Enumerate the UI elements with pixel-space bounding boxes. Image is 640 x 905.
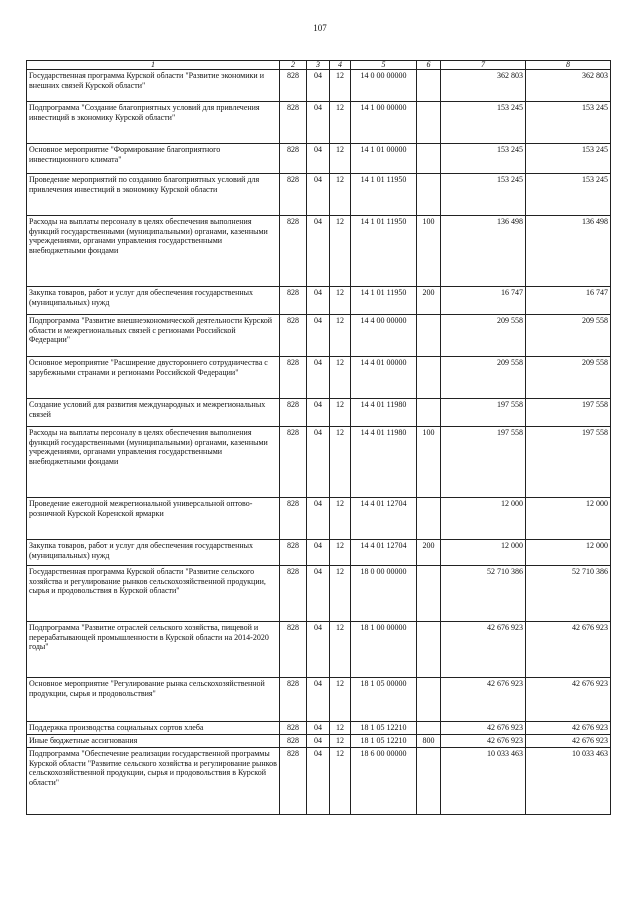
amount-year-2: 197 558 xyxy=(526,427,611,498)
column-number: 5 xyxy=(351,61,417,70)
subsection-code: 12 xyxy=(330,287,351,315)
amount-year-2: 153 245 xyxy=(526,144,611,174)
expense-type-code: 100 xyxy=(417,216,441,287)
amount-year-1: 42 676 923 xyxy=(441,735,526,748)
expense-type-code xyxy=(417,174,441,216)
amount-year-2: 12 000 xyxy=(526,540,611,566)
row-name: Основное мероприятие "Регулирование рынка сельскохозяйственной продукции, сырья и продовольствия" xyxy=(27,678,280,722)
table-row xyxy=(27,102,611,144)
section-code: 04 xyxy=(307,70,330,102)
subsection-code: 12 xyxy=(330,622,351,678)
subsection-code: 12 xyxy=(330,748,351,815)
expense-type-code xyxy=(417,399,441,427)
target-article-code: 18 1 00 00000 xyxy=(351,622,417,678)
table-row xyxy=(27,399,611,427)
target-article-code: 14 1 01 11950 xyxy=(351,287,417,315)
amount-year-2: 136 498 xyxy=(526,216,611,287)
table-row xyxy=(27,216,611,287)
expense-type-code xyxy=(417,102,441,144)
amount-year-1: 12 000 xyxy=(441,498,526,540)
row-name: Подпрограмма "Обеспечение реализации государственной программы Курской области "Развитие сельского хозяйства и регулирование рынков сельскохозяйственной продукции, сырья и продовольствия в Курской области" xyxy=(27,748,280,815)
subsection-code: 12 xyxy=(330,735,351,748)
admin-code: 828 xyxy=(280,498,307,540)
expense-type-code xyxy=(417,622,441,678)
target-article-code: 14 4 01 12704 xyxy=(351,540,417,566)
section-code: 04 xyxy=(307,216,330,287)
section-code: 04 xyxy=(307,357,330,399)
section-code: 04 xyxy=(307,427,330,498)
amount-year-1: 209 558 xyxy=(441,315,526,357)
amount-year-1: 153 245 xyxy=(441,174,526,216)
expense-type-code xyxy=(417,70,441,102)
row-name: Закупка товаров, работ и услуг для обеспечения государственных (муниципальных) нужд xyxy=(27,287,280,315)
target-article-code: 18 1 05 12210 xyxy=(351,735,417,748)
table-row xyxy=(27,566,611,622)
amount-year-2: 10 033 463 xyxy=(526,748,611,815)
amount-year-1: 197 558 xyxy=(441,399,526,427)
row-name: Основное мероприятие "Формирование благоприятного инвестиционного климата" xyxy=(27,144,280,174)
section-code: 04 xyxy=(307,748,330,815)
target-article-code: 14 4 00 00000 xyxy=(351,315,417,357)
amount-year-1: 362 803 xyxy=(441,70,526,102)
amount-year-1: 42 676 923 xyxy=(441,722,526,735)
table-row xyxy=(27,678,611,722)
table-row xyxy=(27,174,611,216)
row-name: Создание условий для развития международных и межрегиональных связей xyxy=(27,399,280,427)
column-number: 1 xyxy=(27,61,280,70)
expense-type-code xyxy=(417,144,441,174)
table-row xyxy=(27,427,611,498)
column-number: 3 xyxy=(307,61,330,70)
admin-code: 828 xyxy=(280,722,307,735)
row-name: Основное мероприятие "Расширение двустороннего сотрудничества с зарубежными странами и регионами Российской Федерации" xyxy=(27,357,280,399)
amount-year-1: 12 000 xyxy=(441,540,526,566)
amount-year-2: 209 558 xyxy=(526,357,611,399)
table-row xyxy=(27,622,611,678)
amount-year-2: 52 710 386 xyxy=(526,566,611,622)
section-code: 04 xyxy=(307,174,330,216)
admin-code: 828 xyxy=(280,399,307,427)
row-name: Закупка товаров, работ и услуг для обеспечения государственных (муниципальных) нужд xyxy=(27,540,280,566)
amount-year-1: 197 558 xyxy=(441,427,526,498)
subsection-code: 12 xyxy=(330,498,351,540)
expense-type-code: 800 xyxy=(417,735,441,748)
admin-code: 828 xyxy=(280,174,307,216)
target-article-code: 14 1 00 00000 xyxy=(351,102,417,144)
amount-year-2: 42 676 923 xyxy=(526,622,611,678)
amount-year-2: 42 676 923 xyxy=(526,722,611,735)
subsection-code: 12 xyxy=(330,144,351,174)
admin-code: 828 xyxy=(280,748,307,815)
row-name: Проведение ежегодной межрегиональной универсальной оптово-розничной Курской Коренской ярмарки xyxy=(27,498,280,540)
row-name: Подпрограмма "Создание благоприятных условий для привлечения инвестиций в экономику Курской области" xyxy=(27,102,280,144)
amount-year-1: 209 558 xyxy=(441,357,526,399)
row-name: Проведение мероприятий по созданию благоприятных условий для привлечения инвестиций в экономику Курской области xyxy=(27,174,280,216)
subsection-code: 12 xyxy=(330,722,351,735)
section-code: 04 xyxy=(307,315,330,357)
table-row xyxy=(27,498,611,540)
admin-code: 828 xyxy=(280,566,307,622)
admin-code: 828 xyxy=(280,287,307,315)
page-number: 107 xyxy=(313,23,327,33)
subsection-code: 12 xyxy=(330,399,351,427)
section-code: 04 xyxy=(307,399,330,427)
admin-code: 828 xyxy=(280,315,307,357)
section-code: 04 xyxy=(307,144,330,174)
section-code: 04 xyxy=(307,678,330,722)
expense-type-code xyxy=(417,566,441,622)
admin-code: 828 xyxy=(280,540,307,566)
row-name: Расходы на выплаты персоналу в целях обеспечения выполнения функций государственными (муниципальными) органами, казенными учреждениями, органами управления государственными внебюджетными фондами xyxy=(27,216,280,287)
subsection-code: 12 xyxy=(330,678,351,722)
table-row xyxy=(27,735,611,748)
target-article-code: 18 6 00 00000 xyxy=(351,748,417,815)
admin-code: 828 xyxy=(280,144,307,174)
table-row xyxy=(27,748,611,815)
amount-year-2: 42 676 923 xyxy=(526,735,611,748)
expense-type-code xyxy=(417,315,441,357)
column-number: 4 xyxy=(330,61,351,70)
subsection-code: 12 xyxy=(330,70,351,102)
amount-year-1: 153 245 xyxy=(441,102,526,144)
target-article-code: 18 1 05 00000 xyxy=(351,678,417,722)
admin-code: 828 xyxy=(280,735,307,748)
subsection-code: 12 xyxy=(330,102,351,144)
admin-code: 828 xyxy=(280,102,307,144)
subsection-code: 12 xyxy=(330,357,351,399)
section-code: 04 xyxy=(307,566,330,622)
admin-code: 828 xyxy=(280,70,307,102)
target-article-code: 14 4 01 11980 xyxy=(351,399,417,427)
row-name: Поддержка производства социальных сортов хлеба xyxy=(27,722,280,735)
admin-code: 828 xyxy=(280,216,307,287)
column-number: 8 xyxy=(526,61,611,70)
amount-year-2: 362 803 xyxy=(526,70,611,102)
section-code: 04 xyxy=(307,735,330,748)
subsection-code: 12 xyxy=(330,540,351,566)
row-name: Государственная программа Курской области "Развитие сельского хозяйства и регулирование рынков сельскохозяйственной продукции, сырья и продовольствия в Курской области" xyxy=(27,566,280,622)
amount-year-2: 12 000 xyxy=(526,498,611,540)
table-row xyxy=(27,722,611,735)
amount-year-2: 16 747 xyxy=(526,287,611,315)
row-name: Государственная программа Курской области "Развитие экономики и внешних связей Курской области" xyxy=(27,70,280,102)
amount-year-1: 16 747 xyxy=(441,287,526,315)
amount-year-2: 197 558 xyxy=(526,399,611,427)
expense-type-code xyxy=(417,357,441,399)
admin-code: 828 xyxy=(280,622,307,678)
row-name: Расходы на выплаты персоналу в целях обеспечения выполнения функций государственными (муниципальными) органами, казенными учреждениями, органами управления государственными внебюджетными фондами xyxy=(27,427,280,498)
column-number: 2 xyxy=(280,61,307,70)
subsection-code: 12 xyxy=(330,427,351,498)
expense-type-code xyxy=(417,748,441,815)
target-article-code: 14 4 01 11980 xyxy=(351,427,417,498)
expense-type-code: 100 xyxy=(417,427,441,498)
amount-year-1: 52 710 386 xyxy=(441,566,526,622)
column-number: 6 xyxy=(417,61,441,70)
target-article-code: 14 0 00 00000 xyxy=(351,70,417,102)
section-code: 04 xyxy=(307,287,330,315)
expense-type-code: 200 xyxy=(417,287,441,315)
amount-year-1: 10 033 463 xyxy=(441,748,526,815)
amount-year-2: 42 676 923 xyxy=(526,678,611,722)
expense-type-code xyxy=(417,498,441,540)
subsection-code: 12 xyxy=(330,174,351,216)
target-article-code: 14 1 01 11950 xyxy=(351,174,417,216)
amount-year-2: 209 558 xyxy=(526,315,611,357)
section-code: 04 xyxy=(307,722,330,735)
target-article-code: 14 4 01 00000 xyxy=(351,357,417,399)
column-number: 7 xyxy=(441,61,526,70)
expense-type-code xyxy=(417,678,441,722)
section-code: 04 xyxy=(307,540,330,566)
table-row xyxy=(27,287,611,315)
subsection-code: 12 xyxy=(330,315,351,357)
amount-year-1: 136 498 xyxy=(441,216,526,287)
admin-code: 828 xyxy=(280,357,307,399)
table-row xyxy=(27,357,611,399)
section-code: 04 xyxy=(307,102,330,144)
amount-year-2: 153 245 xyxy=(526,102,611,144)
amount-year-1: 42 676 923 xyxy=(441,622,526,678)
amount-year-1: 153 245 xyxy=(441,144,526,174)
expense-type-code xyxy=(417,722,441,735)
table-row xyxy=(27,315,611,357)
expense-type-code: 200 xyxy=(417,540,441,566)
row-name: Подпрограмма "Развитие отраслей сельского хозяйства, пищевой и перерабатывающей промышленности в Курской области на 2014-2020 годы" xyxy=(27,622,280,678)
target-article-code: 14 4 01 12704 xyxy=(351,498,417,540)
target-article-code: 18 0 00 00000 xyxy=(351,566,417,622)
column-number-row xyxy=(27,61,611,70)
section-code: 04 xyxy=(307,498,330,540)
table-row xyxy=(27,70,611,102)
target-article-code: 18 1 05 12210 xyxy=(351,722,417,735)
amount-year-1: 42 676 923 xyxy=(441,678,526,722)
target-article-code: 14 1 01 00000 xyxy=(351,144,417,174)
row-name: Подпрограмма "Развитие внешнеэкономической деятельности Курской области и межрегиональных связей с регионами Российской Федерации" xyxy=(27,315,280,357)
table-row xyxy=(27,144,611,174)
subsection-code: 12 xyxy=(330,216,351,287)
subsection-code: 12 xyxy=(330,566,351,622)
admin-code: 828 xyxy=(280,427,307,498)
table-row xyxy=(27,540,611,566)
admin-code: 828 xyxy=(280,678,307,722)
budget-table xyxy=(26,60,611,815)
section-code: 04 xyxy=(307,622,330,678)
row-name: Иные бюджетные ассигнования xyxy=(27,735,280,748)
amount-year-2: 153 245 xyxy=(526,174,611,216)
target-article-code: 14 1 01 11950 xyxy=(351,216,417,287)
